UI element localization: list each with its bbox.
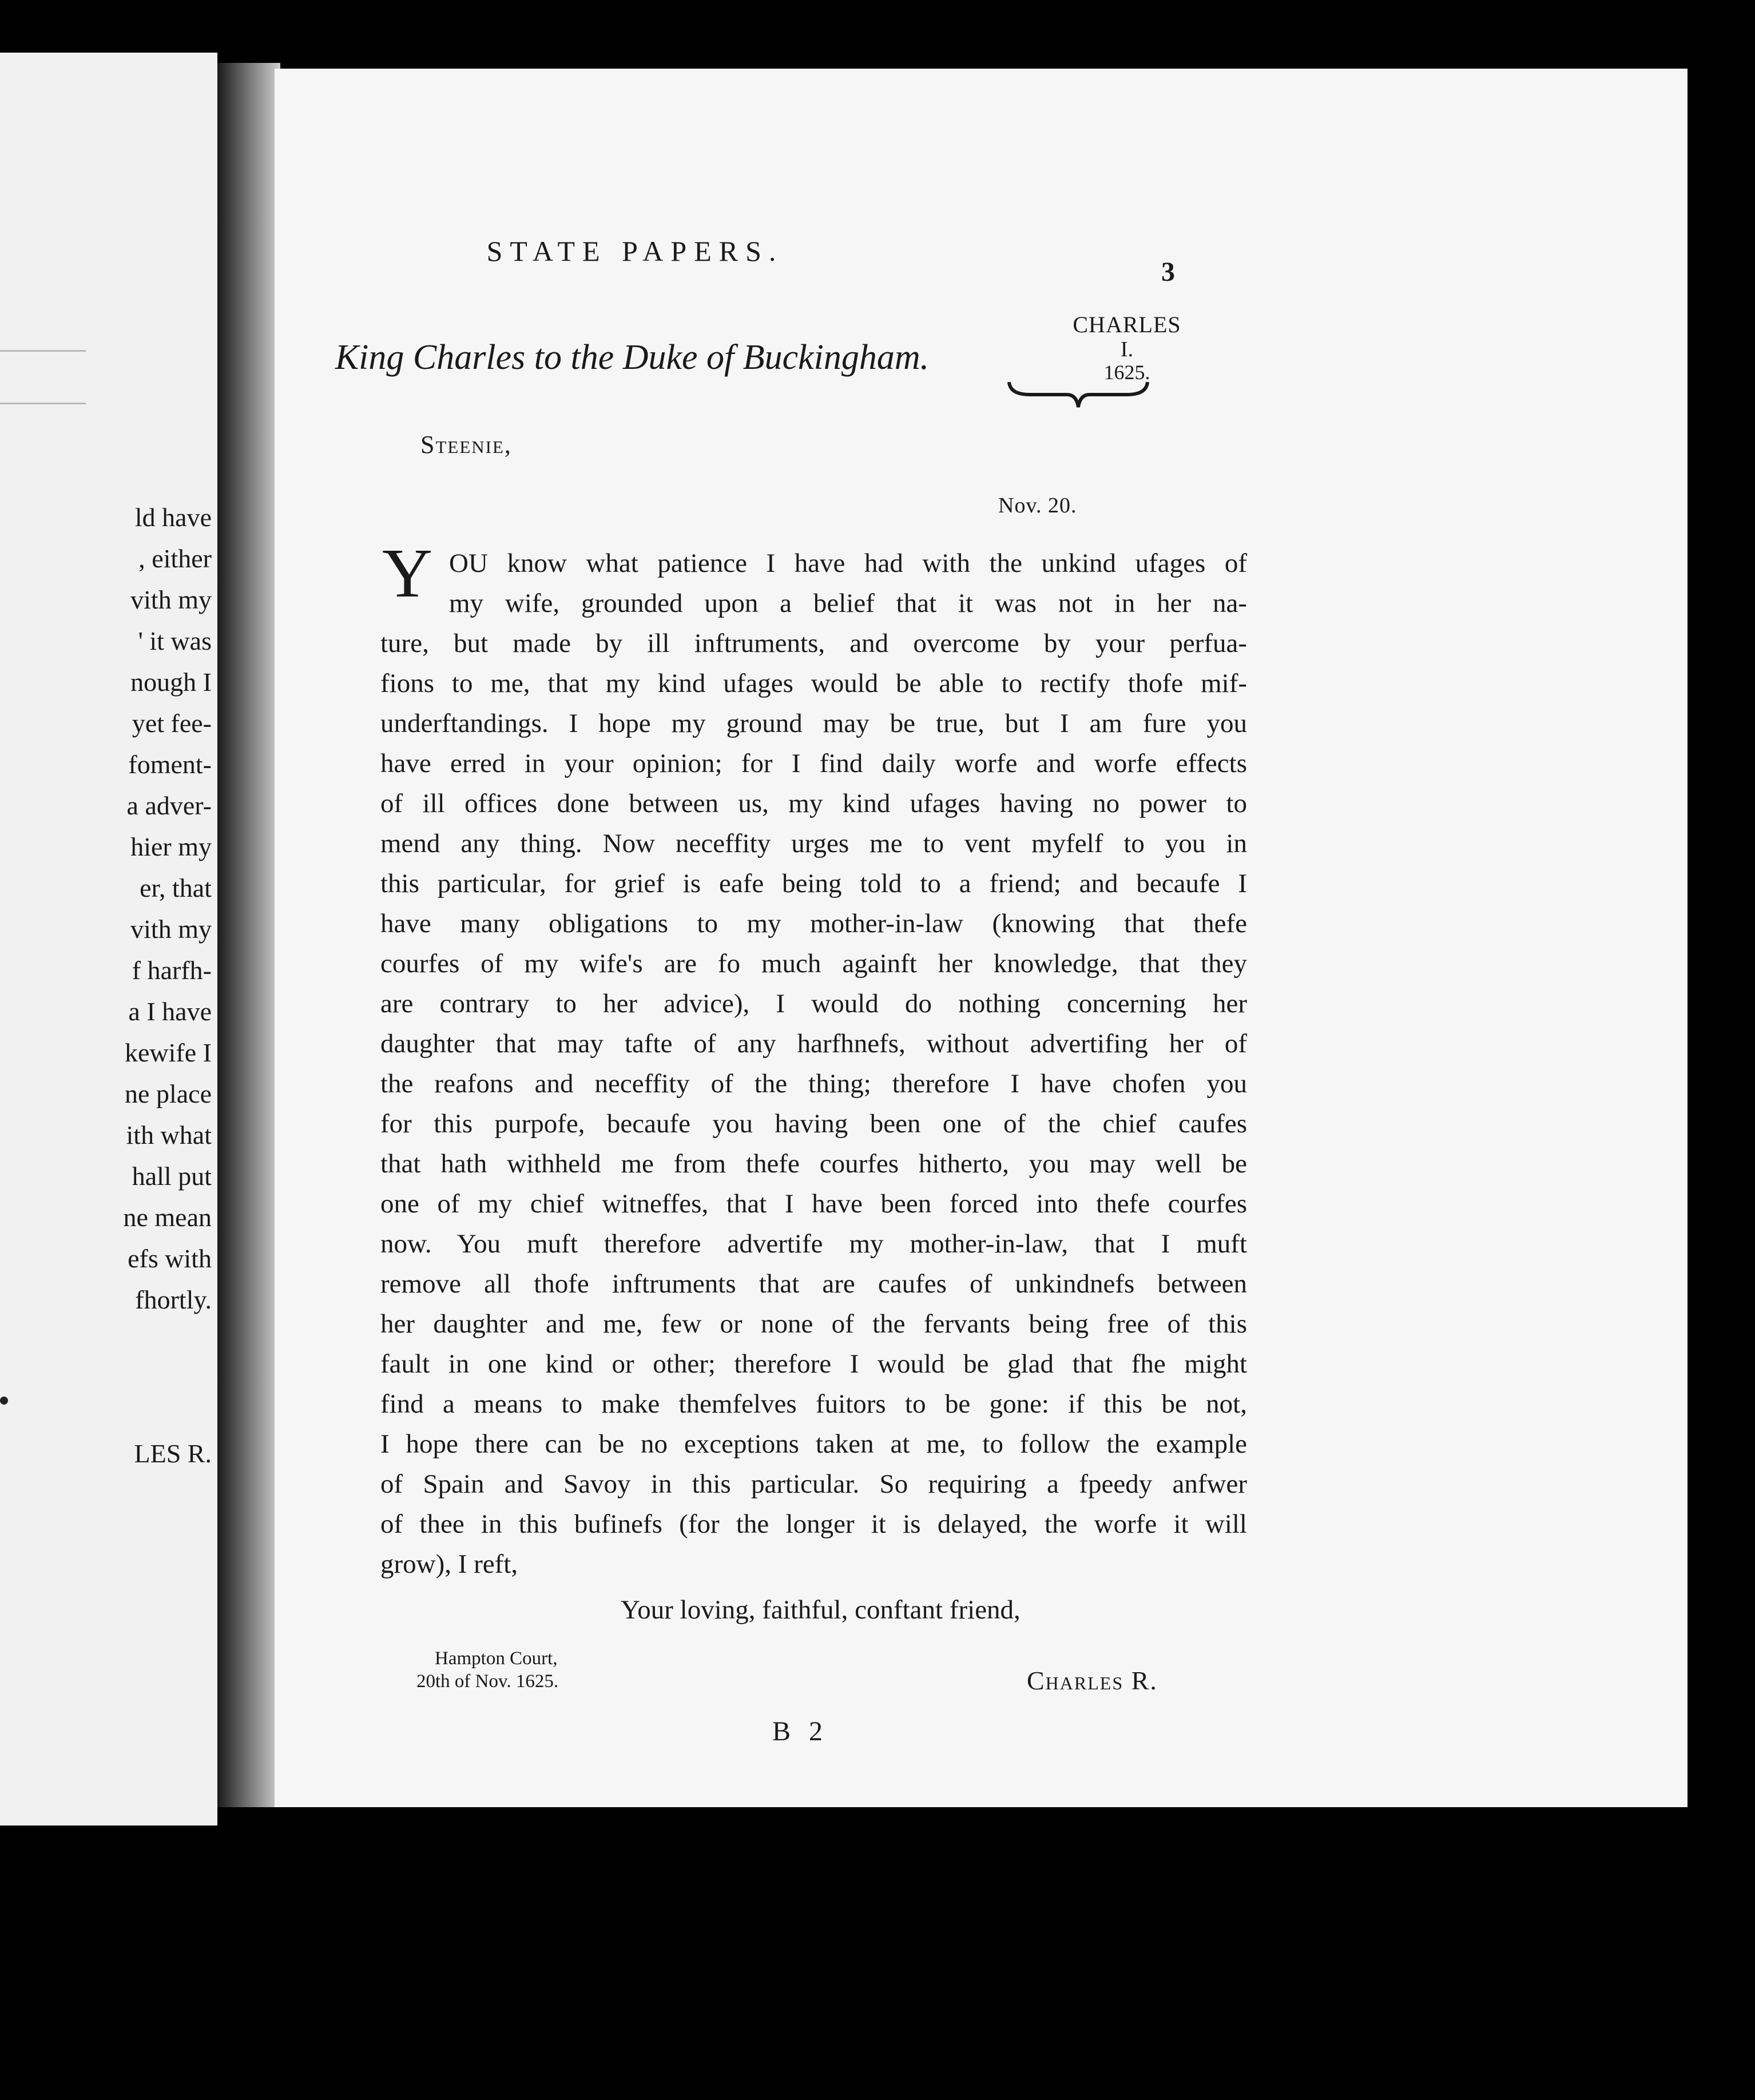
- left-page-line: a adver-: [126, 791, 212, 820]
- letter-line: find a means to make themfelves fuitors to be gone: if this be not,: [380, 1389, 1247, 1419]
- left-page-line: foment-: [128, 750, 212, 779]
- letter-line: daughter that may tafte of any harfhnefs, without advertifing her of: [380, 1029, 1247, 1059]
- left-page-line: ld have: [134, 503, 212, 532]
- letter-place-date: 20th of Nov. 1625.: [416, 1671, 559, 1692]
- book-gutter: [217, 63, 280, 1807]
- letter-line: grow), I reft,: [380, 1549, 518, 1579]
- letter-line: my wife, grounded upon a belief that it was not in her na-: [449, 588, 1247, 618]
- letter-line: the reafons and neceffity of the thing; therefore I have chofen you: [380, 1069, 1247, 1099]
- letter-salutation: Steenie,: [420, 431, 512, 459]
- letter-line: I hope there can be no exceptions taken at me, to follow the example: [380, 1429, 1247, 1459]
- letter-title: King Charles to the Duke of Buckingham.: [335, 338, 930, 377]
- left-page-line: vith my: [130, 585, 212, 614]
- running-head: STATE PAPERS.: [486, 235, 784, 267]
- letter-line: one of my chief witneffes, that I have been forced into thefe courfes: [380, 1189, 1247, 1219]
- margin-reign-name: CHARLES: [1073, 312, 1181, 337]
- letter-line: of ill offices done between us, my kind ufages having no power to: [380, 789, 1247, 818]
- letter-line: fault in one kind or other; therefore I would be glad that fhe might: [380, 1349, 1247, 1379]
- margin-brace-icon: [1007, 377, 1150, 412]
- left-page-rule: [0, 403, 86, 404]
- letter-line: of thee in this bufinefs (for the longer it is delayed, the worfe it will: [380, 1509, 1247, 1539]
- left-page-line: hier my: [130, 832, 212, 861]
- left-page-line: hall put: [132, 1162, 212, 1191]
- letter-line: ture, but made by ill inftruments, and overcome by your perfua-: [380, 629, 1247, 658]
- left-page-line: yet fee-: [132, 709, 212, 738]
- drop-cap: Y: [382, 535, 433, 612]
- left-page-line: er, that: [140, 873, 212, 902]
- letter-line: OU know what patience I have had with the unkind ufages of: [449, 548, 1247, 578]
- letter-line: have erred in your opinion; for I find daily worfe and worfe effects: [380, 749, 1247, 778]
- letter-line: her daughter and me, few or none of the fervants being free of this: [380, 1309, 1247, 1339]
- letter-line: fions to me, that my kind ufages would be able to rectify thofe mif-: [380, 669, 1247, 698]
- left-page-line: , either: [138, 544, 212, 573]
- left-page-line: ' it was: [138, 626, 212, 655]
- left-page-dot: [0, 1397, 8, 1405]
- letter-line: now. You muft therefore advertife my mother-in-law, that I muft: [380, 1229, 1247, 1259]
- page-number: 3: [1161, 257, 1175, 287]
- letter-line: are contrary to her advice), I would do nothing concerning her: [380, 989, 1247, 1019]
- left-page-line: nough I: [130, 667, 212, 697]
- letter-line: have many obligations to my mother-in-law (knowing that thefe: [380, 909, 1247, 938]
- left-page-line: ne mean: [123, 1203, 212, 1232]
- letter-line: of Spain and Savoy in this particular. So requiring a fpeedy anfwer: [380, 1469, 1247, 1499]
- letter-line: mend any thing. Now neceffity urges me to vent myfelf to you in: [380, 829, 1247, 858]
- signature-mark: B 2: [772, 1716, 829, 1747]
- left-page-line: kewife I: [125, 1038, 212, 1067]
- margin-date: Nov. 20.: [998, 494, 1077, 518]
- left-page-fragment: [0, 53, 217, 1825]
- left-page-line: ne place: [125, 1079, 212, 1108]
- letter-line: that hath withheld me from thefe courfes hitherto, you may well be: [380, 1149, 1247, 1179]
- letter-place-and-date: [416, 1647, 559, 1693]
- left-page-rule: [0, 350, 86, 352]
- letter-signature: Charles R.: [1027, 1666, 1158, 1695]
- left-page-line: fhortly.: [135, 1285, 212, 1314]
- letter-place: Hampton Court,: [435, 1648, 558, 1669]
- letter-line: courfes of my wife's are fo much againft her knowledge, that they: [380, 949, 1247, 979]
- letter-line: this particular, for grief is eafe being told to a friend; and becaufe I: [380, 869, 1247, 898]
- left-page-line: ith what: [126, 1120, 212, 1150]
- margin-year: 1625.: [1103, 361, 1150, 384]
- left-page-line: f harfh-: [132, 956, 212, 985]
- left-page-line: efs with: [128, 1244, 212, 1273]
- letter-line: for this purpofe, becaufe you having been one of the chief caufes: [380, 1109, 1247, 1139]
- left-page-line: vith my: [130, 914, 212, 944]
- left-page-signature: LES R.: [134, 1439, 212, 1468]
- margin-reign-number: I.: [1120, 337, 1134, 361]
- letter-line: underftandings. I hope my ground may be true, but I am fure you: [380, 709, 1247, 738]
- letter-closing: Your loving, faithful, conftant friend,: [621, 1595, 1021, 1625]
- letter-line: remove all thofe inftruments that are caufes of unkindnefs between: [380, 1269, 1247, 1299]
- left-page-line: a I have: [128, 997, 212, 1026]
